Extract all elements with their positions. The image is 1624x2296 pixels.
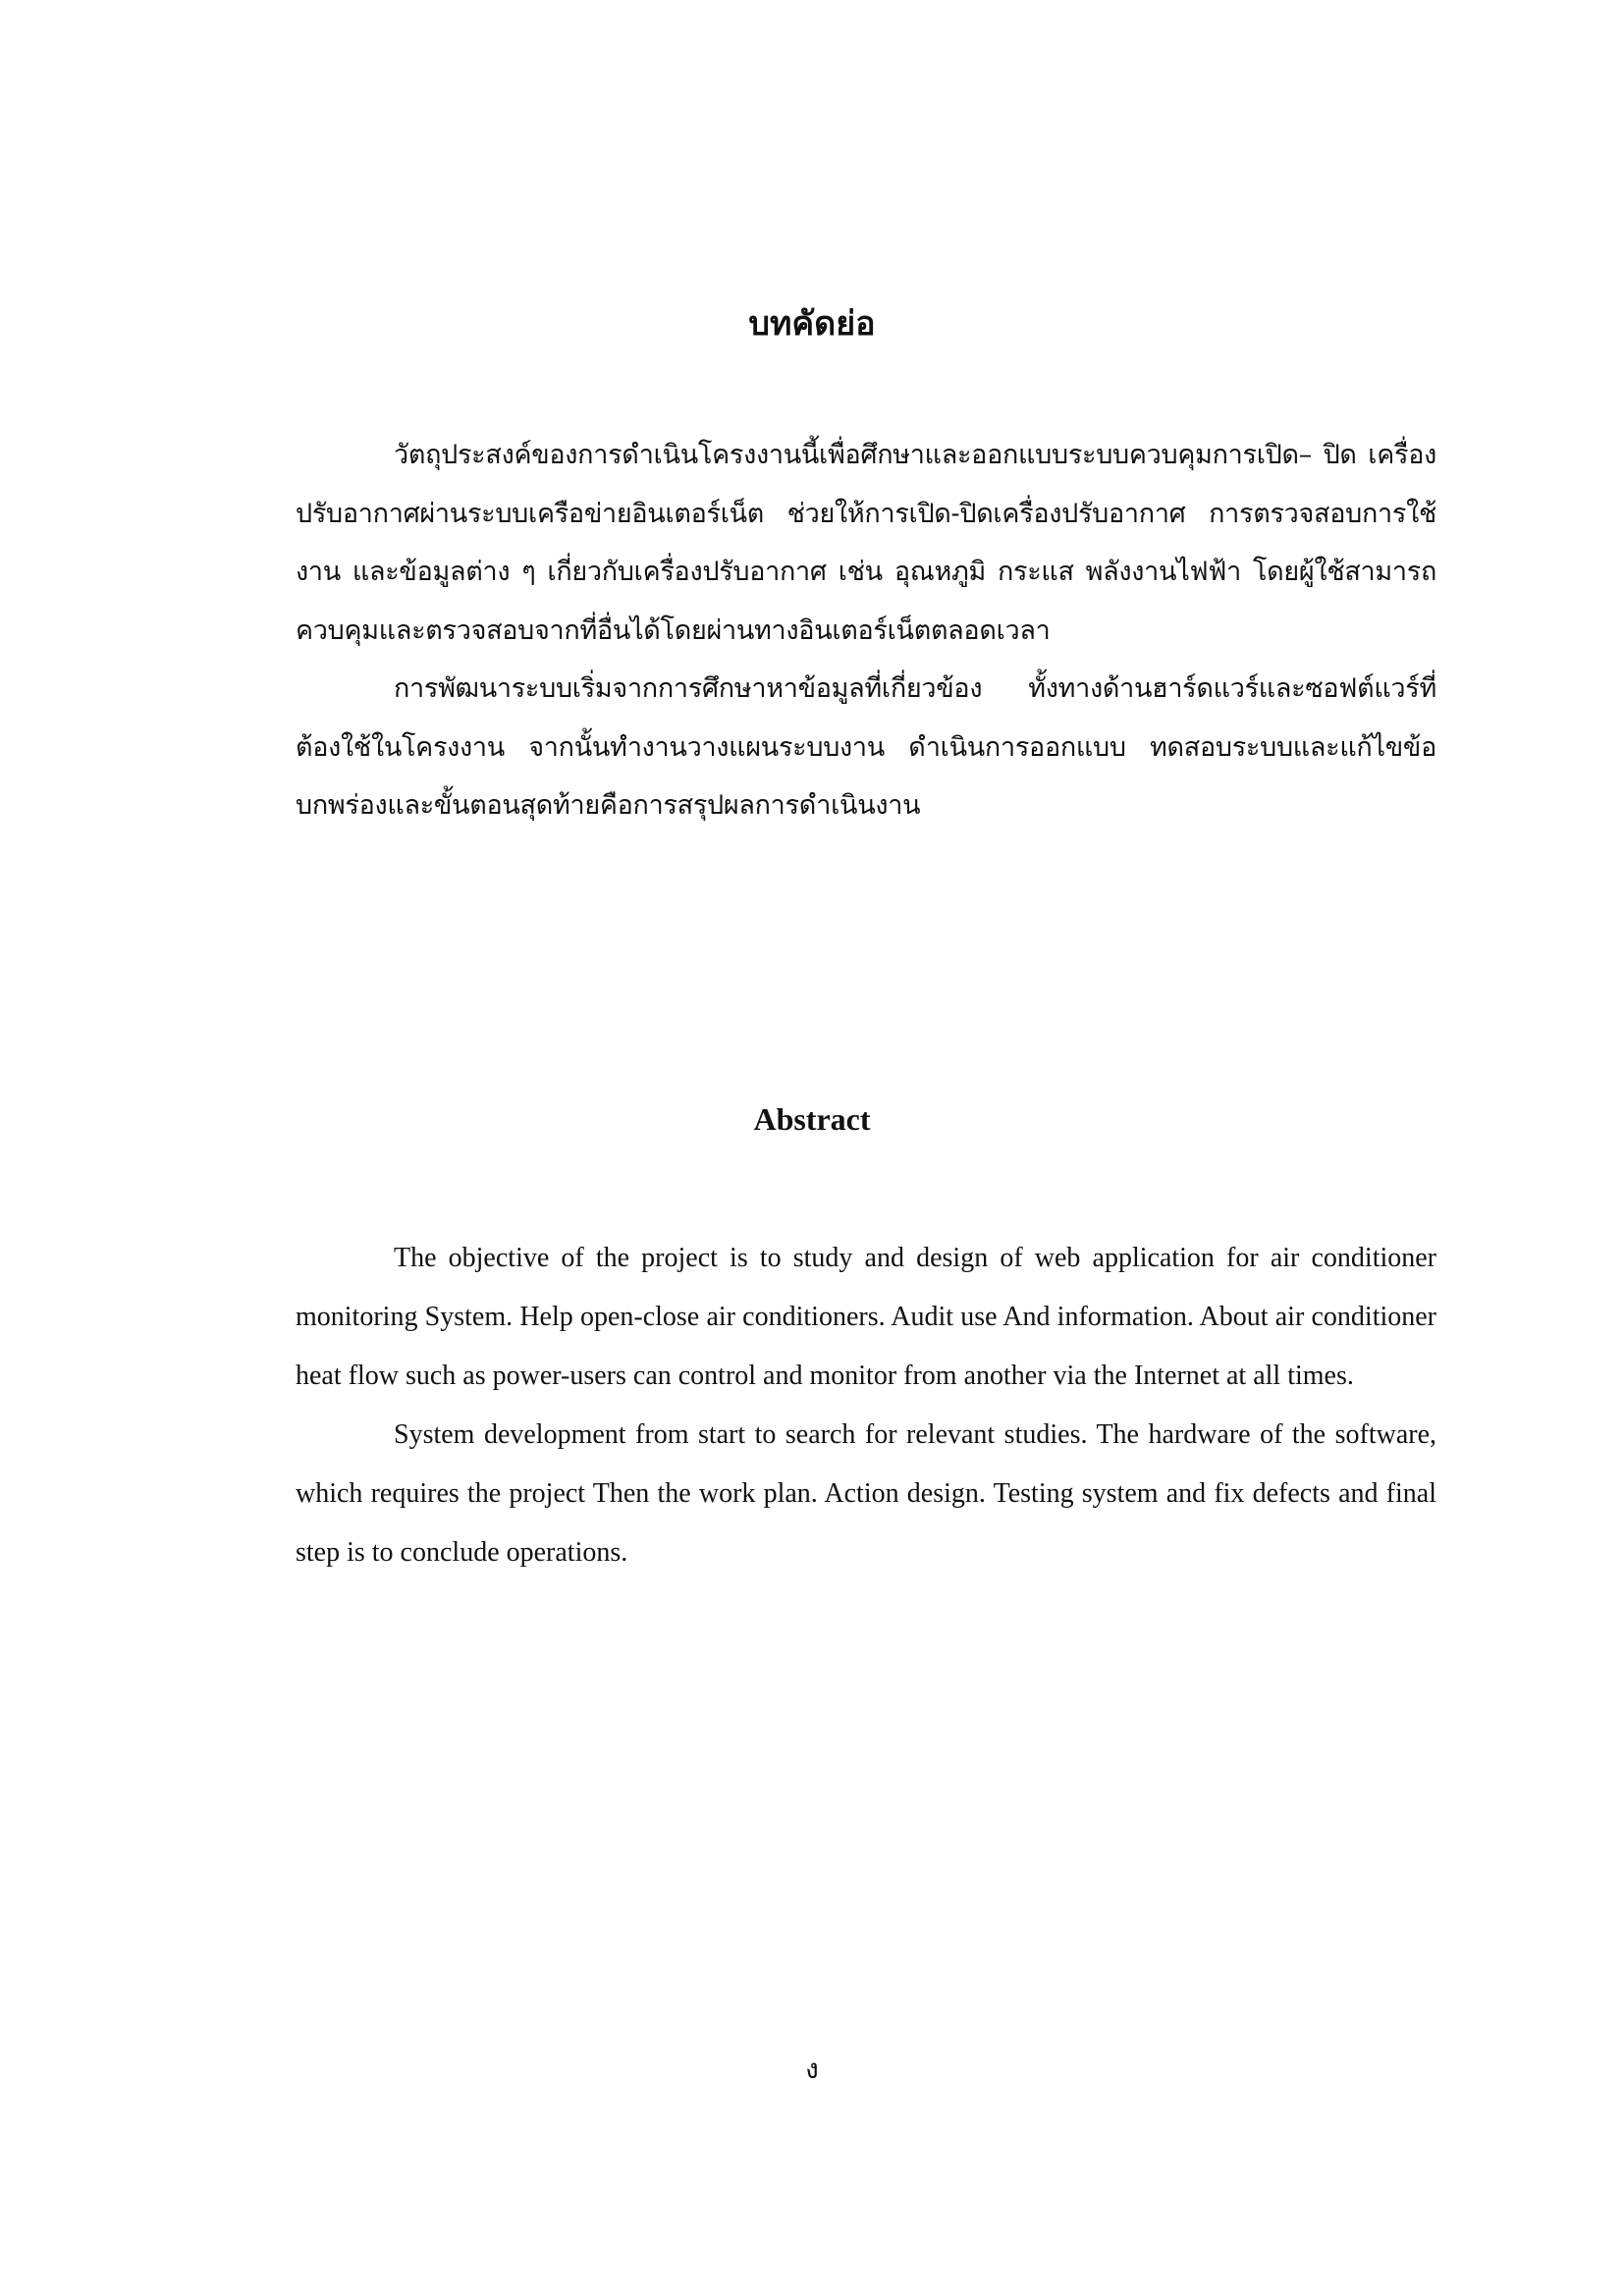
english-abstract-title: Abstract [753,1101,871,1137]
thai-abstract-paragraph: การพัฒนาระบบเริ่มจากการศึกษาหาข้อมูลที่เกี่ยวข้อง ทั้งทางด้านฮาร์ดแวร์และซอฟต์แวร์ที่ต้องใช้ในโครงงาน จากนั้นทำงานวางแผนระบบงาน ดำเนินการออกแบบ ทดสอบระบบและแก้ไขข้อบกพร่องและขั้นตอนสุดท้ายคือการสรุปผลการดำเนินงาน [296,673,1436,821]
english-abstract-paragraph: System development from start to search for relevant studies. The hardware of the software, which requires the project Then the work plan. Action design. Testing system and fix defects and final step is to conclude operations. [296,1419,1436,1568]
thai-abstract-paragraph: วัตถุประสงค์ของการดำเนินโครงงานนี้เพื่อศึกษาและออกแบบระบบควบคุมการเปิด– ปิด เครื่องปรับอากาศผ่านระบบเครือข่ายอินเตอร์เน็ต ช่วยให้การเปิด-ปิดเครื่องปรับอากาศ การตรวจสอบการใช้งาน และข้อมูลต่าง ๆ เกี่ยวกับเครื่องปรับอากาศ เช่น อุณหภูมิ กระแส พลังงานไฟฟ้า โดยผู้ใช้สามารถควบคุมและตรวจสอบจากที่อื่นได้โดยผ่านทางอินเตอร์เน็ตตลอดเวลา [296,440,1436,646]
english-abstract-paragraph: The objective of the project is to study and design of web application for air conditioner monitoring System. Help open-close air conditioners. Audit use And information. About air conditioner heat flow such as power-users can control and monitor from another via the Internet at all times. [296,1243,1436,1391]
page-number: ง [805,2053,819,2085]
thai-abstract-title: บทคัดย่อ [748,304,876,344]
english-abstract-body [296,1229,1436,1582]
thai-abstract-body [296,426,1436,835]
